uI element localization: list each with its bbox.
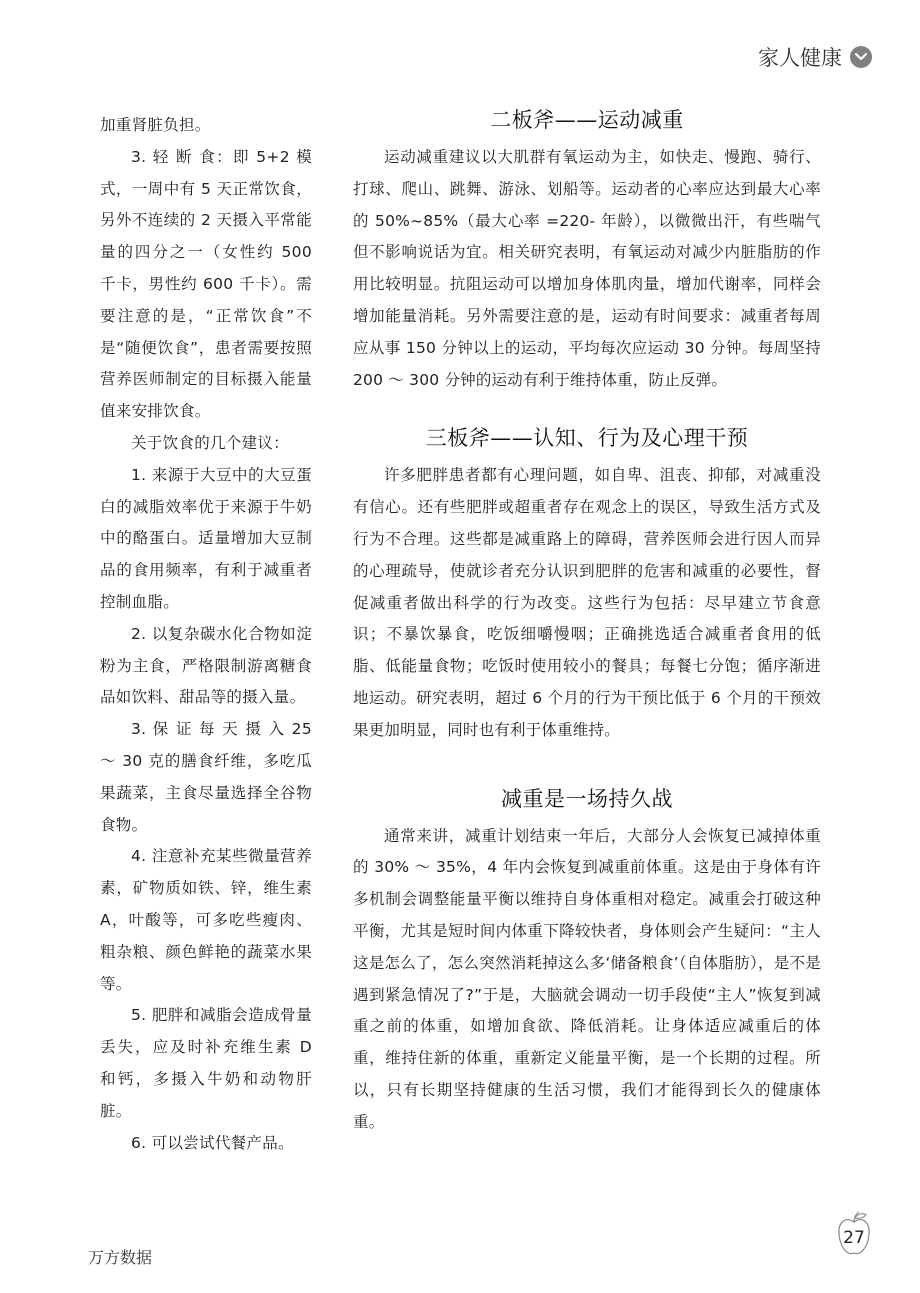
left-paragraph: 关于饮食的几个建议： (131, 433, 290, 452)
section-header (758, 42, 872, 72)
left-paragraph: 3. 轻 断 食：即 5+2 模式，一周中有 5 天正常饮食，另外不连续的 2 天摄入平常能量的四分之一（女性约 500 千卡，男性约 600 千卡）。需要注意的是，“正常饮食”不是“随便饮食”，患者需要按照营养医师制定的目标摄入能量值来安排饮食。 (100, 147, 312, 421)
section-title: 家人健康 (758, 46, 842, 70)
section-text-exercise: 运动减重建议以大肌群有氧运动为主，如快走、慢跑、骑行、打球、爬山、跳舞、游泳、划船等。运动者的心率应达到最大心率的 50%~85%（最大心率 =220- 年龄），以微微出汗，有些喘气但不影响说话为宜。相关研究表明，有氧运动对减少内脏脂肪的作用比较明显。抗阻运动可以增加身体肌肉量，增加代谢率，同样会增加能量消耗。另外需要注意的是，运动有时间要求：减重者每周应从事 150 分钟以上的运动，平均每次应运动 30 分钟。每周坚持 200 ～ 300 分钟的运动有利于维持体重，防止反弹。 (353, 148, 821, 389)
left-paragraph: 5. 肥胖和减脂会造成骨量丢失，应及时补充维生素 D 和钙，多摄入牛奶和动物肝脏。 (100, 1006, 312, 1120)
left-paragraph: 6. 可以尝试代餐产品。 (131, 1133, 294, 1152)
footer-source: 万方数据 (88, 1248, 153, 1267)
section-heading-psychology: 三板斧——认知、行为及心理干预 (425, 426, 749, 451)
page-number-badge (836, 1210, 872, 1260)
left-paragraph: 2. 以复杂碳水化合物如淀粉为主食，严格限制游离糖食品如饮料、甜品等的摄入量。 (100, 624, 312, 707)
section-text-psychology: 许多肥胖患者都有心理问题，如自卑、沮丧、抑郁，对减重没有信心。还有些肥胖或超重者存在观念上的误区，导致生活方式及行为不合理。这些都是减重路上的障碍，营养医师会进行因人而异的心理疏导，使就诊者充分认识到肥胖的危害和减重的必要性，督促减重者做出科学的行为改变。这些行为包括：尽早建立节食意识；不暴饮暴食，吃饭细嚼慢咽；正确挑选适合减重者食用的低脂、低能量食物；吃饭时使用较小的餐具；每餐七分饱；循序渐进地运动。研究表明，超过 6 个月的行为干预比低于 6 个月的干预效果更加明显，同时也有利于体重维持。 (353, 466, 821, 739)
section-heading-long-term: 减重是一场持久战 (501, 786, 673, 811)
section-text-long-term: 通常来讲，减重计划结束一年后，大部分人会恢复已减掉体重的 30% ～ 35%，4 年内会恢复到减重前体重。这是由于身体有许多机制会调整能量平衡以维持自身体重相对稳定。减重会打破这种平衡，尤其是短时间内体重下降较快者，身体则会产生疑问：“主人这是怎么了，怎么突然消耗掉这么多‘储备粮食’（自体脂肪），是不是遇到紧急情况了?”于是，大脑就会调动一切手段使“主人”恢复到减重之前的体重，如增加食欲、降低消耗。让身体适应减重后的体重，维持住新的体重，重新定义能量平衡，是一个长期的过程。所以，只有长期坚持健康的生活习惯，我们才能得到长久的健康体重。 (353, 826, 821, 1131)
right-column (353, 100, 821, 1139)
left-column (100, 110, 312, 1159)
section-heading-exercise: 二板斧——运动减重 (490, 108, 684, 132)
left-paragraph: 4. 注意补充某些微量营养素，矿物质如铁、锌，维生素 A，叶酸等，可多吃些瘦肉、粗杂粮、颜色鲜艳的蔬菜水果等。 (100, 847, 312, 993)
page-number: 27 (843, 1228, 865, 1248)
left-paragraph: 1. 来源于大豆中的大豆蛋白的减脂效率优于来源于牛奶中的酪蛋白。适量增加大豆制品的食用频率，有利于减重者控制血脂。 (100, 465, 312, 611)
chevron-down-icon (850, 46, 872, 68)
left-paragraph: 加重肾脏负担。 (100, 116, 211, 134)
left-paragraph: 3. 保 证 每 天 摄 入 25 ～ 30 克的膳食纤维，多吃瓜果蔬菜，主食尽量选择全谷物食物。 (100, 720, 312, 834)
